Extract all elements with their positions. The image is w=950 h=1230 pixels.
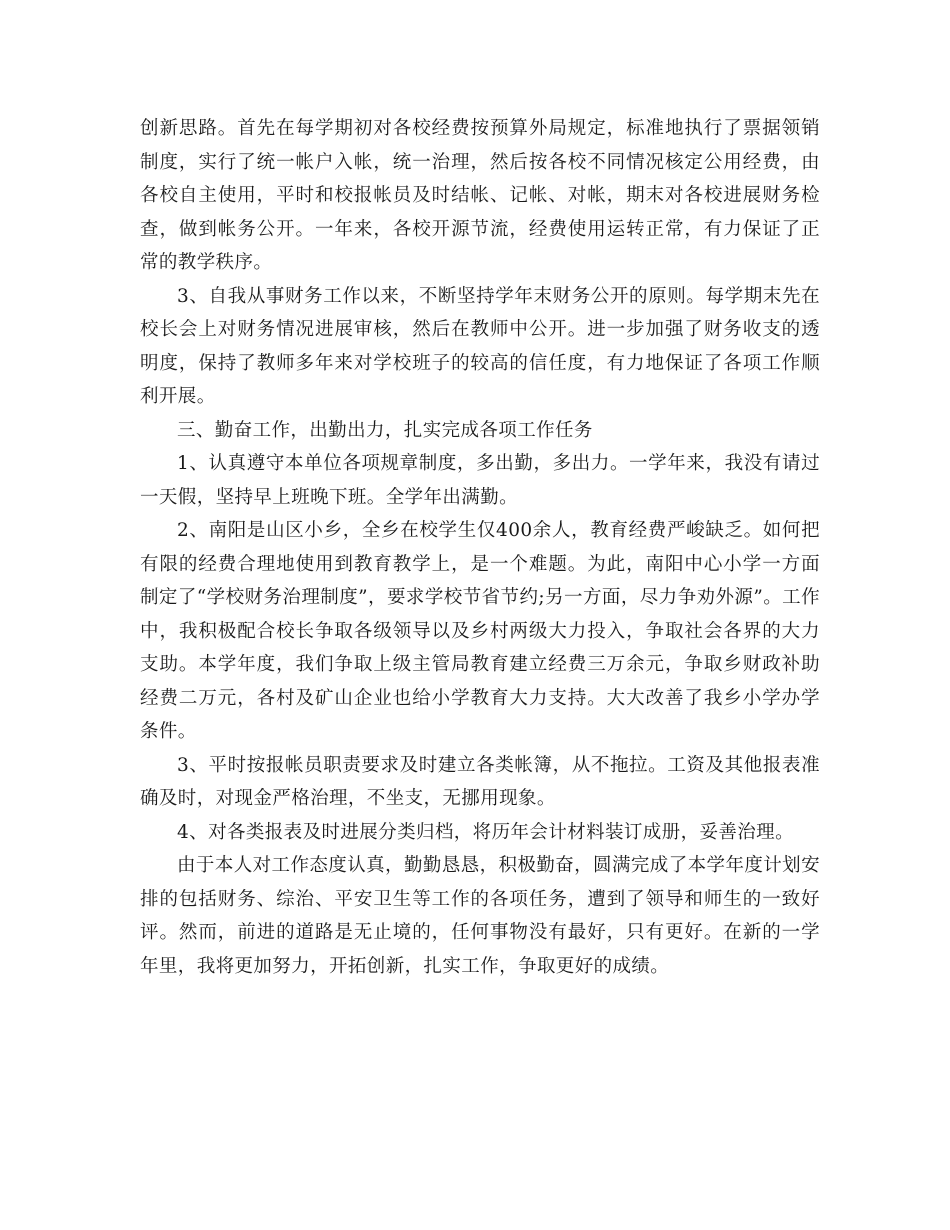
paragraph-item-2-funding: 2、南阳是山区小乡，全乡在校学生仅400余人，教育经费严峻缺乏。如何把有限的经费合理地使用到教育教学上，是一个难题。为此，南阳中心小学一方面制定了“学校财务治理制度”，要求学校节省节约;另一方面，尽力争劝外源”。工作中，我积极配合校长争取各级领导以及乡村两级大力投入，争取社会各界的大力支助。本学年度，我们争取上级主管局教育建立经费三万余元，争取乡财政补助经费二万元，各村及矿山企业也给小学教育大力支持。大大改善了我乡小学办学条件。 bbox=[140, 520, 820, 742]
paragraph-item-3-accounts: 3、平时按报帐员职责要求及时建立各类帐簿，从不拖拉。工资及其他报表准确及时，对现金严格治理，不坐支，无挪用现象。 bbox=[140, 754, 820, 809]
paragraph-item-4-archiving: 4、对各类报表及时进展分类归档，将历年会计材料装订成册，妥善治理。 bbox=[177, 821, 794, 843]
section-heading-3: 三、勤奋工作，出勤出力，扎实完成各项工作任务 bbox=[177, 419, 593, 441]
document-body bbox=[140, 112, 820, 983]
paragraph-item-1-attendance: 1、认真遵守本单位各项规章制度，多出勤，多出力。一学年来，我没有请过一天假，坚持早上班晚下班。全学年出满勤。 bbox=[140, 453, 820, 508]
paragraph-conclusion: 由于本人对工作态度认真，勤勤恳恳，积极勤奋，圆满完成了本学年度计划安排的包括财务、综治、平安卫生等工作的各项任务，遭到了领导和师生的一致好评。然而，前进的道路是无止境的，任何事物没有最好，只有更好。在新的一学年里，我将更加努力，开拓创新，扎实工作，争取更好的成绩。 bbox=[140, 855, 820, 977]
paragraph-item-3-finance-disclosure: 3、自我从事财务工作以来，不断坚持学年末财务公开的原则。每学期末先在校长会上对财务情况进展审核，然后在教师中公开。进一步加强了财务收支的透明度，保持了教师多年来对学校班子的较高的信任度，有力地保证了各项工作顺利开展。 bbox=[140, 285, 820, 407]
paragraph-continued: 创新思路。首先在每学期初对各校经费按预算外局规定，标准地执行了票据领销制度，实行了统一帐户入帐，统一治理，然后按各校不同情况核定公用经费，由各校自主使用，平时和校报帐员及时结帐、记帐、对帐，期末对各校进展财务检查，做到帐务公开。一年来，各校开源节流，经费使用运转正常，有力保证了正常的教学秩序。 bbox=[140, 118, 820, 273]
